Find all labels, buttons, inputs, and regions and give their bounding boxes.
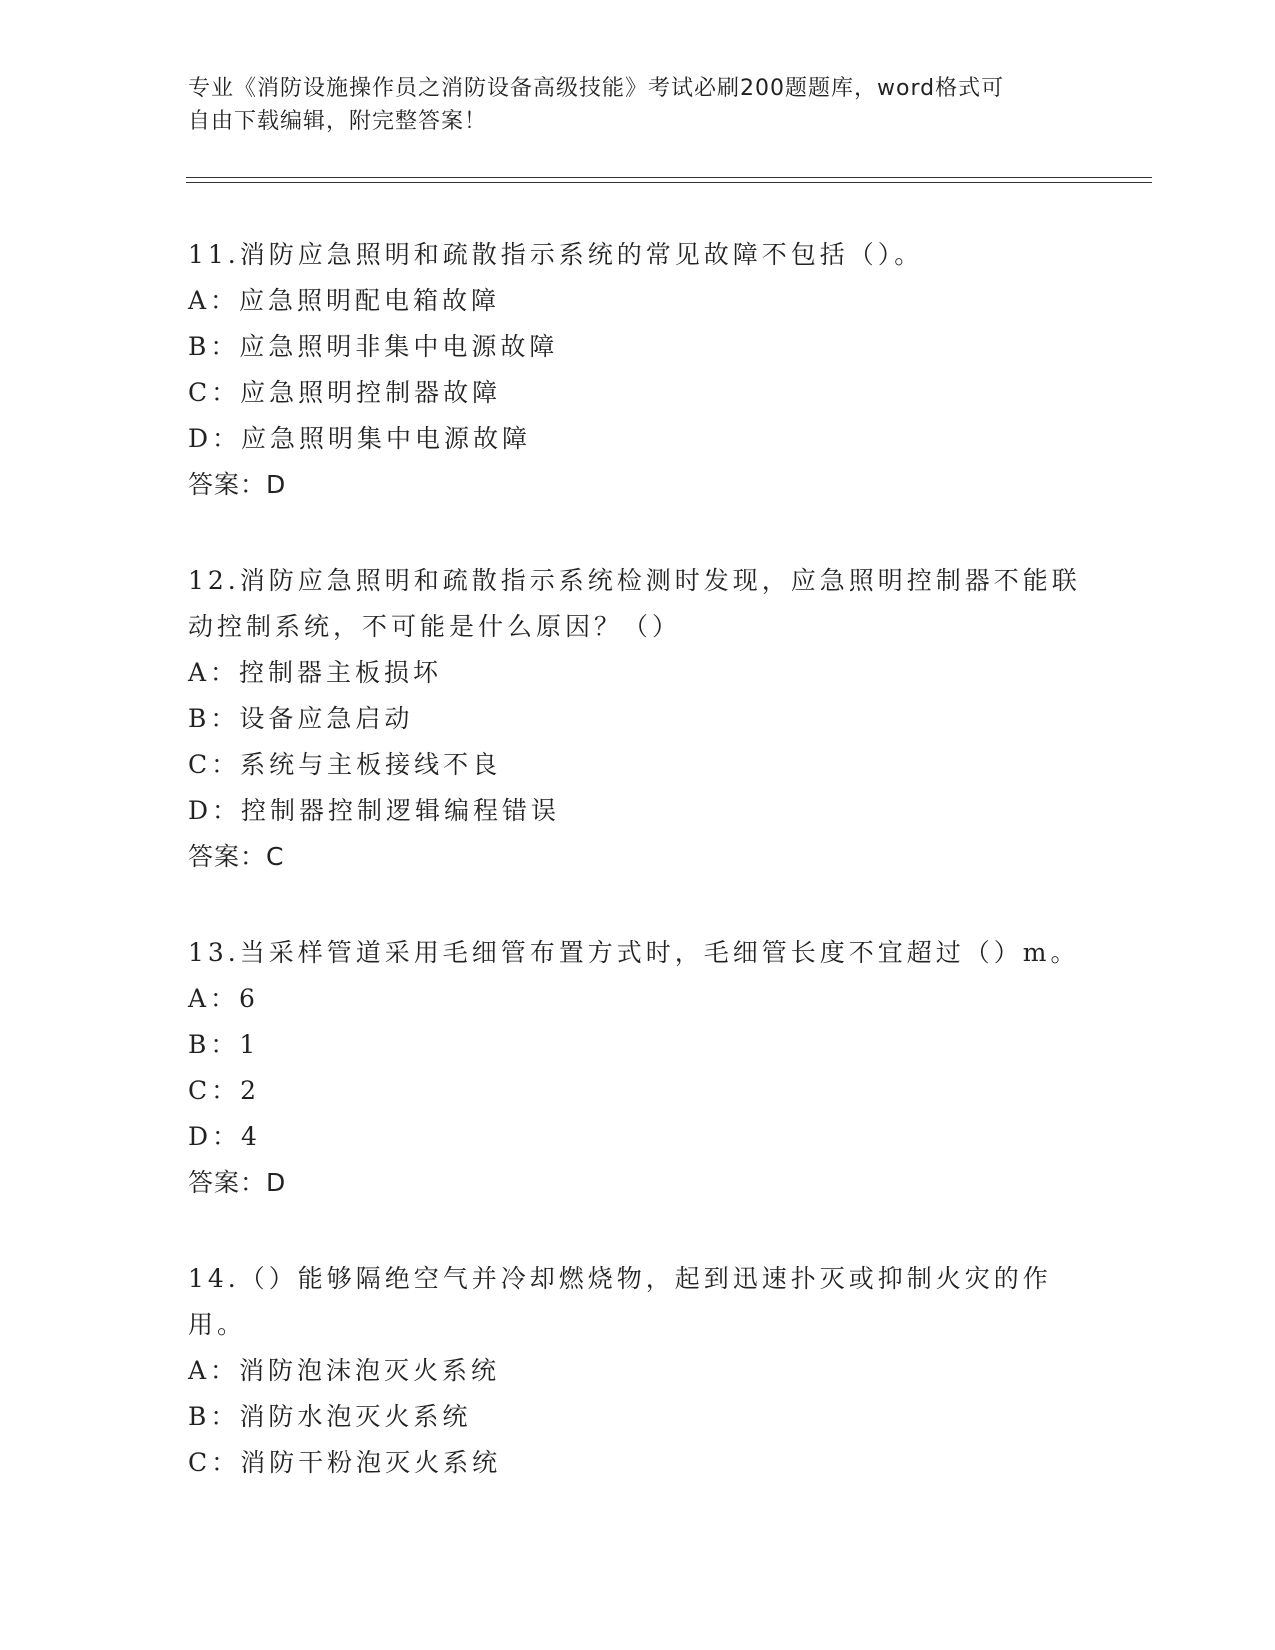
option-a: A：6 [188, 984, 259, 1013]
question-stem: 14.（）能够隔绝空气并冷却燃烧物，起到迅速扑灭或抑制火灾的作用。 [188, 1264, 1052, 1339]
header-divider-top [186, 177, 1152, 178]
question-list [188, 232, 1088, 1536]
option-c: C：应急照明控制器故障 [188, 378, 502, 407]
option-c: C：消防干粉泡灭火系统 [188, 1448, 502, 1477]
question-13 [188, 930, 1088, 1206]
option-b: B：消防水泡灭火系统 [188, 1402, 472, 1431]
option-b: B：设备应急启动 [188, 704, 414, 733]
question-stem: 11.消防应急照明和疏散指示系统的常见故障不包括（）。 [188, 240, 924, 269]
option-c: C：系统与主板接线不良 [188, 750, 502, 779]
answer: 答案：C [188, 842, 285, 871]
header-line-1: 专业《消防设施操作员之消防设备高级技能》考试必刷200题题库，word格式可 [188, 76, 1005, 101]
header-divider-bottom [186, 182, 1152, 183]
document-header [188, 72, 1068, 138]
option-d: D：4 [188, 1122, 261, 1151]
option-a: A：消防泡沫泡灭火系统 [188, 1356, 501, 1385]
option-d: D：控制器控制逻辑编程错误 [188, 796, 561, 825]
question-14 [188, 1256, 1088, 1486]
option-b: B：应急照明非集中电源故障 [188, 332, 559, 361]
option-a: A：控制器主板损坏 [188, 658, 443, 687]
option-a: A：应急照明配电箱故障 [188, 286, 501, 315]
answer: 答案：D [188, 1168, 287, 1197]
question-11 [188, 232, 1088, 508]
answer: 答案：D [188, 470, 287, 499]
header-line-2: 自由下载编辑，附完整答案！ [188, 109, 488, 134]
question-12 [188, 558, 1088, 880]
option-b: B：1 [188, 1030, 260, 1059]
option-c: C：2 [188, 1076, 261, 1105]
question-stem: 12.消防应急照明和疏散指示系统检测时发现，应急照明控制器不能联动控制系统，不可能是什么原因？（） [188, 566, 1081, 641]
option-d: D：应急照明集中电源故障 [188, 424, 532, 453]
question-stem: 13.当采样管道采用毛细管布置方式时，毛细管长度不宜超过（）m。 [188, 938, 1080, 967]
